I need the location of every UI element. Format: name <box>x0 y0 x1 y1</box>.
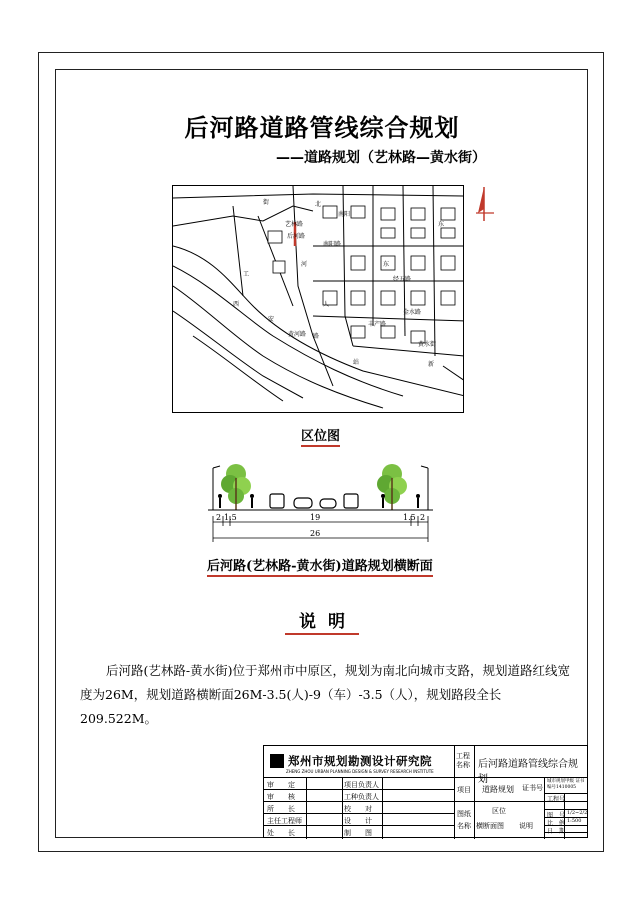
map-label: 南阳路 <box>323 241 342 248</box>
map-label: 河 <box>301 261 308 268</box>
map-label: 北 <box>315 201 322 208</box>
vehicle-icon <box>270 494 358 508</box>
signoff-label: 校 对 <box>344 805 372 813</box>
location-map <box>172 185 464 413</box>
cross-section-caption-text: 后河路(艺林路-黄水街)道路规划横断面 <box>207 559 433 577</box>
signoff-label: 所 长 <box>267 805 295 813</box>
dim-label: 1.5 <box>224 513 237 522</box>
dim-label: 2 <box>420 513 426 522</box>
map-label: 新 <box>428 361 435 368</box>
cert-label: 证书号 <box>522 784 543 792</box>
project-name: 后河路道路管线综合规划 <box>478 759 578 785</box>
signoff-label: 处 长 <box>267 829 295 837</box>
drawing-value: 区位 <box>492 807 506 815</box>
dim-label: 1.5 <box>403 513 416 522</box>
right-label: 工程号 <box>547 796 566 803</box>
signoff-label: 审 定 <box>267 781 295 789</box>
dim-label: 2 <box>216 513 222 522</box>
item-value: 道路规划 <box>482 785 514 794</box>
dim-label: 19 <box>310 513 321 522</box>
signoff-label: 审 核 <box>267 793 295 801</box>
cert-value: 城市规划甲级 证书编号1410005 <box>547 779 585 790</box>
title-block <box>263 745 588 838</box>
map-label: 金水路 <box>403 309 422 316</box>
map-label: 路 <box>313 333 320 340</box>
map-label: 东 <box>438 221 445 228</box>
map-label: 艺林路 <box>285 221 304 228</box>
signoff-label: 主任工程师 <box>267 817 302 825</box>
map-label: 人 <box>323 301 330 308</box>
signoff-label: 制 图 <box>344 829 372 837</box>
map-label: 街 <box>263 199 270 206</box>
north-arrow-icon <box>474 185 496 223</box>
notes-title-text: 说明 <box>285 612 359 635</box>
map-label: 东 <box>383 261 390 268</box>
location-map-caption <box>301 425 340 444</box>
map-label: 工 <box>243 271 250 278</box>
dim-total: 26 <box>310 529 321 538</box>
map-label: 经五路 <box>393 276 412 283</box>
right-value: 1:500 <box>567 818 582 824</box>
tree-icon <box>377 464 407 510</box>
location-map-caption-text: 区位图 <box>301 429 340 447</box>
right-value: 1/2~2/2 <box>567 810 588 816</box>
signoff-label: 设 计 <box>344 817 372 825</box>
map-label: 南阳 <box>338 211 351 218</box>
notes-title <box>0 607 644 632</box>
company-logo-icon <box>270 754 284 768</box>
right-label: 图 号 <box>547 812 566 819</box>
signoff-label: 工种负责人 <box>344 793 379 801</box>
document-subtitle: ——道路规划（艺林路—黄水街） <box>276 150 486 166</box>
document-title: 后河路道路管线综合规划 <box>184 114 460 142</box>
cross-section-drawing <box>208 458 433 548</box>
map-label: 黄河路 <box>288 331 307 338</box>
notes-paragraph: 后河路(艺林路-黄水街)位于郑州市中原区，规划为南北向城市支路，规划道路红线宽度为26M，规划道路横断面26M-3.5(人)-9（车）-3.5（人），规划路段全长209.522M。 <box>80 663 570 726</box>
map-label: 西 <box>233 301 240 308</box>
cross-section-caption <box>207 555 433 574</box>
signoff-label: 项目负责人 <box>344 781 379 789</box>
item-label: 项目 <box>457 786 471 794</box>
company-name: 郑州市规划勘测设计研究院 <box>288 754 432 768</box>
map-label: 后河路 <box>287 233 306 240</box>
company-logo <box>270 753 432 769</box>
map-label: 丰产路 <box>368 321 387 328</box>
map-label: 站 <box>353 359 360 366</box>
drawing-value: 横断面图 <box>476 822 504 830</box>
right-label: 日 期 <box>547 828 566 835</box>
right-label: 比 例 <box>547 820 566 827</box>
notes-body <box>80 659 570 731</box>
drawing-label: 图纸名称 <box>457 810 471 830</box>
tree-icon <box>221 464 251 510</box>
map-label: 黄水街 <box>418 341 437 348</box>
project-name-label: 工程名称 <box>456 752 470 769</box>
company-name-en: ZHENG ZHOU URBAN PLANNING DESIGN & SURVEY RESEARCH INSTITUTE <box>286 769 434 774</box>
drawing-value: 说明 <box>519 822 533 830</box>
map-label: 安 <box>268 316 275 323</box>
